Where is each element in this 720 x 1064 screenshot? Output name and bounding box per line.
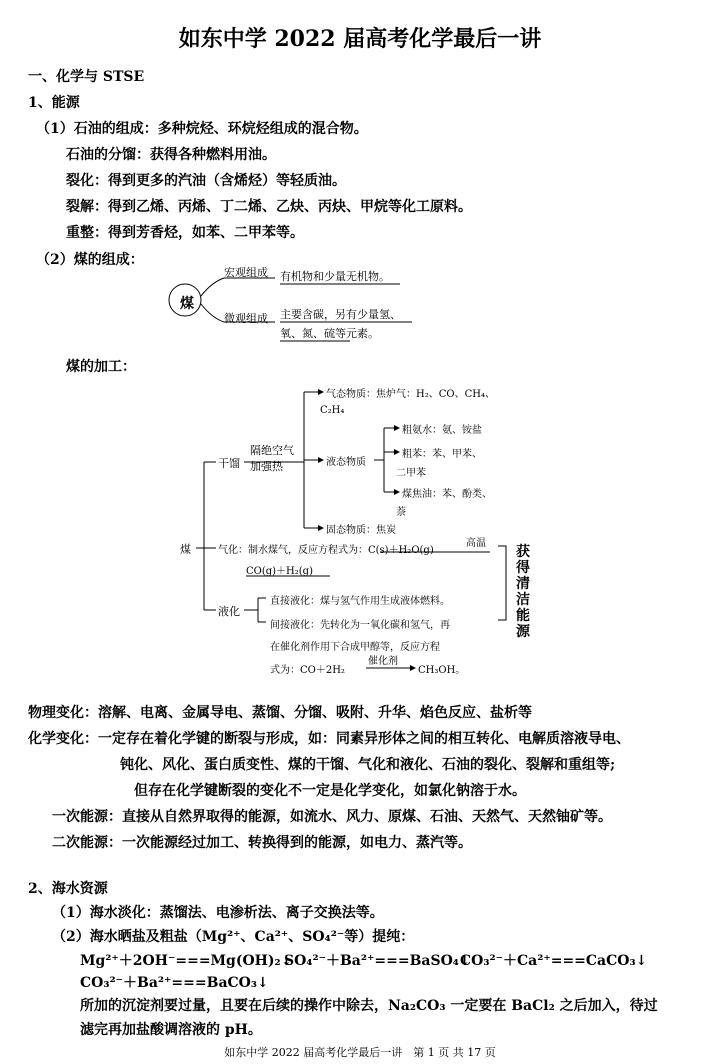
proc-liq-a: 粗氨水：氨、铵盐 bbox=[402, 425, 482, 436]
paragraph: 但存在化学键断裂的变化不一定是化学变化，如氯化钠溶于水。 bbox=[134, 783, 526, 799]
proc-liq-indirect-4: CH₃OH。 bbox=[418, 665, 466, 676]
proc-liq-c-1: 煤焦油：苯、酚类、 bbox=[402, 489, 492, 500]
micro-label: 微观组成 bbox=[224, 312, 268, 325]
page-title: 如东中学 2022 届高考化学最后一讲 bbox=[178, 26, 542, 52]
proc-gas-2: C₂H₄ bbox=[320, 405, 345, 416]
proc-liq-indirect-3: 式为：CO＋2H₂ bbox=[270, 665, 345, 676]
paragraph: 钝化、风化、蛋白质变性、煤的干馏、气化和液化、石油的裂化、裂解和重组等; bbox=[120, 757, 616, 773]
proc-liquid: 液态物质 bbox=[326, 457, 366, 468]
subsection-heading: 2、海水资源 bbox=[28, 881, 108, 897]
clean-energy-bracket bbox=[498, 546, 506, 620]
coal-center-label: 煤 bbox=[180, 296, 194, 312]
paragraph: 裂解：得到乙烯、丙烯、丁二烯、乙炔、丙炔、甲烷等化工原料。 bbox=[66, 199, 472, 215]
proc-dry-cond-1: 隔绝空气 bbox=[250, 444, 294, 457]
paragraph: 物理变化：溶解、电离、金属导电、蒸馏、分馏、吸附、升华、焰色反应、盐析等 bbox=[28, 705, 532, 721]
paragraph: 所加的沉淀剂要过量，且要在后续的操作中除去，Na₂CO₃ 一定要在 BaCl₂ 之后加入，待过 bbox=[80, 998, 658, 1014]
proc-liq-b-1: 粗苯：苯、甲苯、 bbox=[402, 449, 482, 460]
side-char: 获 bbox=[516, 544, 530, 560]
proc-solid: 固态物质：焦炭 bbox=[326, 525, 396, 536]
proc-dry-cond-2: 加强热 bbox=[250, 460, 283, 473]
proc-liq-c-2: 萘 bbox=[396, 507, 406, 518]
paragraph: 化学变化：一定存在着化学键的断裂与形成，如：同素异形体之间的相互转化、电解质溶液导电、 bbox=[28, 731, 630, 747]
side-char: 能 bbox=[516, 608, 530, 624]
page-footer: 如东中学 2022 届高考化学最后一讲 第 1 页 共 17 页 bbox=[224, 1046, 496, 1059]
proc-liq-indirect-cond: 催化剂 bbox=[368, 656, 398, 667]
micro-result-1: 主要含碳，另有少量氢、 bbox=[280, 308, 401, 321]
equation: CO₃²⁻＋Ca²⁺===CaCO₃↓ bbox=[460, 953, 648, 969]
paragraph: （2）海水晒盐及粗盐（Mg²⁺、Ca²⁺、SO₄²⁻等）提纯： bbox=[52, 929, 415, 945]
proc-liq-indirect-2: 在催化剂作用下合成甲醇等，反应方程 bbox=[270, 642, 440, 653]
paragraph: （2）煤的组成： bbox=[36, 252, 144, 268]
paragraph: 一次能源：直接从自然界取得的能源，如流水、风力、原煤、石油、天然气、天然铀矿等。 bbox=[52, 809, 612, 825]
paragraph: 煤的加工： bbox=[66, 359, 136, 375]
paragraph: 二次能源：一次能源经过加工、转换得到的能源，如电力、蒸汽等。 bbox=[52, 835, 472, 851]
micro-result-2: 氧、氮、硫等元素。 bbox=[280, 327, 379, 340]
paragraph: 石油的分馏：获得各种燃料用油。 bbox=[66, 147, 276, 163]
proc-root: 煤 bbox=[180, 543, 191, 556]
proc-gas-1: 气态物质：焦炉气：H₂、CO、CH₄、 bbox=[326, 389, 495, 400]
macro-branch bbox=[201, 278, 275, 296]
proc-gasify-cond: 高温 bbox=[466, 538, 486, 549]
side-char: 源 bbox=[516, 624, 530, 640]
proc-gasify-2: CO(g)＋H₂(g) bbox=[246, 566, 313, 577]
side-char: 清 bbox=[516, 576, 530, 592]
proc-liq-direct: 直接液化：煤与氢气作用生成液体燃料。 bbox=[270, 596, 450, 607]
equation: CO₃²⁻＋Ba²⁺===BaCO₃↓ bbox=[80, 975, 269, 991]
side-char: 得 bbox=[516, 560, 530, 576]
paragraph: （1）石油的组成：多种烷烃、环烷烃组成的混合物。 bbox=[36, 121, 368, 137]
section-heading: 一、化学与 STSE bbox=[28, 69, 145, 85]
equation: Mg²⁺＋2OH⁻===Mg(OH)₂↓ bbox=[80, 953, 293, 969]
macro-result: 有机物和少量无机物。 bbox=[280, 270, 390, 283]
proc-gasify-1: 气化：制水煤气，反应方程式为：C(s)＋H₂O(g) bbox=[218, 545, 434, 556]
proc-liq-indirect-1: 间接液化：先转化为一氧化碳和氢气，再 bbox=[270, 620, 450, 631]
macro-label: 宏观组成 bbox=[224, 266, 268, 279]
paragraph: 重整：得到芳香烃，如苯、二甲苯等。 bbox=[66, 225, 304, 241]
proc-dry: 干馏 bbox=[218, 457, 240, 470]
paragraph: 滤完再加盐酸调溶液的 pH。 bbox=[80, 1022, 262, 1038]
subsection-heading: 1、能源 bbox=[28, 95, 80, 111]
paragraph: （1）海水淡化：蒸馏法、电渗析法、离子交换法等。 bbox=[52, 905, 384, 921]
side-char: 洁 bbox=[516, 592, 530, 608]
proc-liquefy: 液化 bbox=[218, 605, 240, 618]
paragraph: 裂化：得到更多的汽油（含烯烃）等轻质油。 bbox=[66, 173, 346, 189]
equation: SO₄²⁻＋Ba²⁺===BaSO₄↓ bbox=[284, 953, 471, 969]
proc-liq-b-2: 二甲苯 bbox=[396, 468, 426, 479]
